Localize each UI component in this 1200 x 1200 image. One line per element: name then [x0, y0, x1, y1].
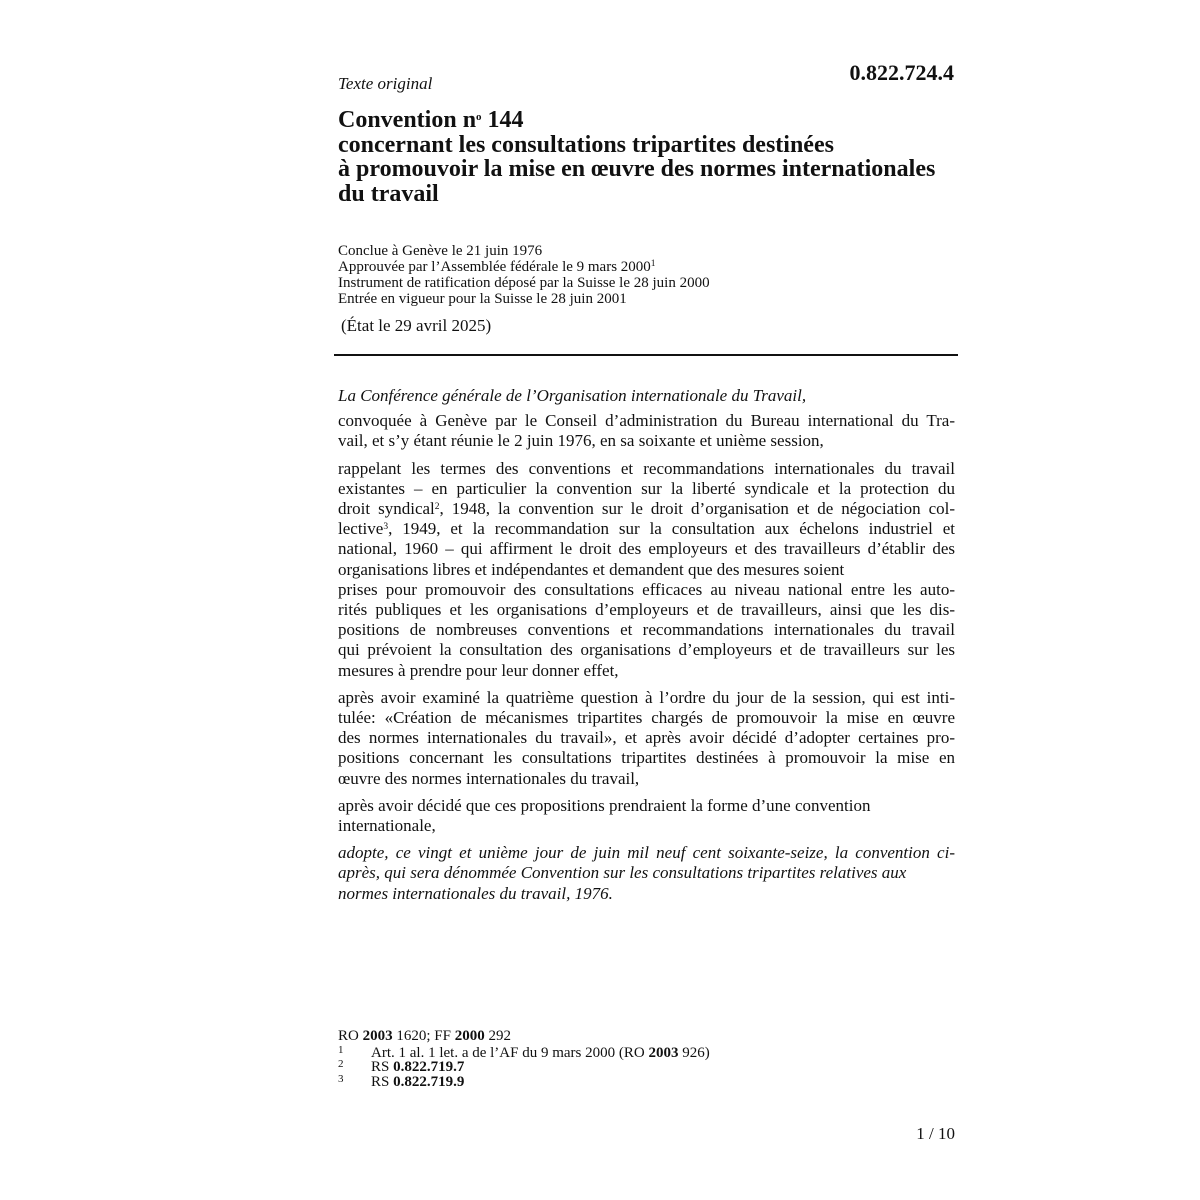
- preamble-body: [338, 386, 955, 911]
- paragraph-convoquee: convoquée à Genève par le Conseil d’administration du Bureau international du Tra- vail, et s’y étant réunie le 2 juin 1976, en sa soixante et unième session,: [338, 411, 955, 451]
- footnote-ref-2[interactable]: 2: [434, 502, 440, 513]
- document-title: [338, 108, 958, 206]
- sr-number: 0.822.724.4: [849, 60, 954, 85]
- footnote-3: 3 RS 0.822.719.9: [338, 1072, 465, 1090]
- title-number: 144: [481, 107, 524, 133]
- paragraph-rappelant: rappelant les termes des conventions et recommandations internationales du travail existantes – en particulier la convention sur la liberté syndicale et la protection du droit syndical$^2$, 1948, la convention sur le droit d’organisation et de négociation col- lective$^3$, 1949, et la recommandation sur la consultation aux échelons industriel et national, 1960 – qui affirment le droit des employeurs et des travailleurs d’établir des organisations libres et indépendantes et demandent que des mesures soient prises pour promouvoir des consultations efficaces au niveau national entre les auto- rités publiques et les organisations d’employeurs et de travailleurs, ainsi que les dis- positions de nombreuses conventions et recommandations internationales du travail qui prévoient la consultation des organisations d’employeurs et de travailleurs sur les mesures à prendre pour leur donner effet,: [338, 458, 956, 680]
- footnote-1-link[interactable]: 2003: [648, 1044, 679, 1061]
- preamble-heading: La Conférence générale de l’Organisation internationale du Travail,: [338, 386, 807, 405]
- title-line-2: concernant les consultations tripartites destinées: [338, 131, 834, 158]
- meta-entree: Entrée en vigueur pour la Suisse le 28 juin 2001: [338, 291, 627, 307]
- paragraph-adopte: adopte, ce vingt et unième jour de juin mil neuf cent soixante-seize, la convention ci- après, qui sera dénommée Convention sur les consultations tripartites relatives aux normes internationales du travail, 1976.: [338, 843, 955, 903]
- header-divider: [334, 354, 958, 356]
- footnote-2-link[interactable]: 0.822.719.7: [393, 1059, 465, 1075]
- document-metadata: [338, 243, 958, 307]
- meta-approuvee-text: Approuvée par l’Assemblée fédérale le 9 mars 2000: [338, 259, 651, 275]
- title-line-3: à promouvoir la mise en œuvre des normes internationales: [338, 156, 936, 182]
- footnote-ref-1[interactable]: 1: [650, 259, 656, 269]
- footnote-3-link[interactable]: 0.822.719.9: [393, 1073, 465, 1090]
- paragraph-apres-decide: après avoir décidé que ces propositions prendraient la forme d’une convention internationale,: [338, 795, 871, 836]
- title-line-1: [338, 108, 958, 133]
- footnote-ref-3[interactable]: 3: [383, 522, 389, 533]
- footnote-2: 2 RS 0.822.719.7: [338, 1058, 465, 1075]
- ro-ff-reference: RO 2003 1620; FF 2000 292: [338, 1028, 511, 1044]
- meta-instrument: Instrument de ratification déposé par la Suisse le 28 juin 2000: [338, 275, 710, 291]
- paragraph-apres-examine: après avoir examiné la quatrième question à l’ordre du jour de la session, qui est inti- tulée: «Création de mécanismes tripartites chargés de promouvoir la mise en œuvre des normes internationales du travail», et après avoir décidé d’adopter certaines pro- positions concernant les consultations tripartites destinées à promouvoir la mise en œuvre des normes internationales du travail,: [338, 687, 955, 788]
- footnotes-section: [338, 1028, 958, 1089]
- meta-conclue: Conclue à Genève le 21 juin 1976: [338, 243, 543, 259]
- title-convention: Convention n: [338, 107, 477, 133]
- etat-date: (État le 29 avril 2025): [341, 316, 492, 335]
- texte-original-label: Texte original: [338, 74, 433, 93]
- page-number: 1 / 10: [916, 1124, 955, 1143]
- title-superscript: o: [476, 111, 482, 123]
- title-line-4: du travail: [338, 180, 439, 207]
- meta-approuvee: [338, 259, 958, 275]
- footnote-1: 1 Art. 1 al. 1 let. a de l’AF du 9 mars 2000 (RO 2003 926): [338, 1043, 710, 1061]
